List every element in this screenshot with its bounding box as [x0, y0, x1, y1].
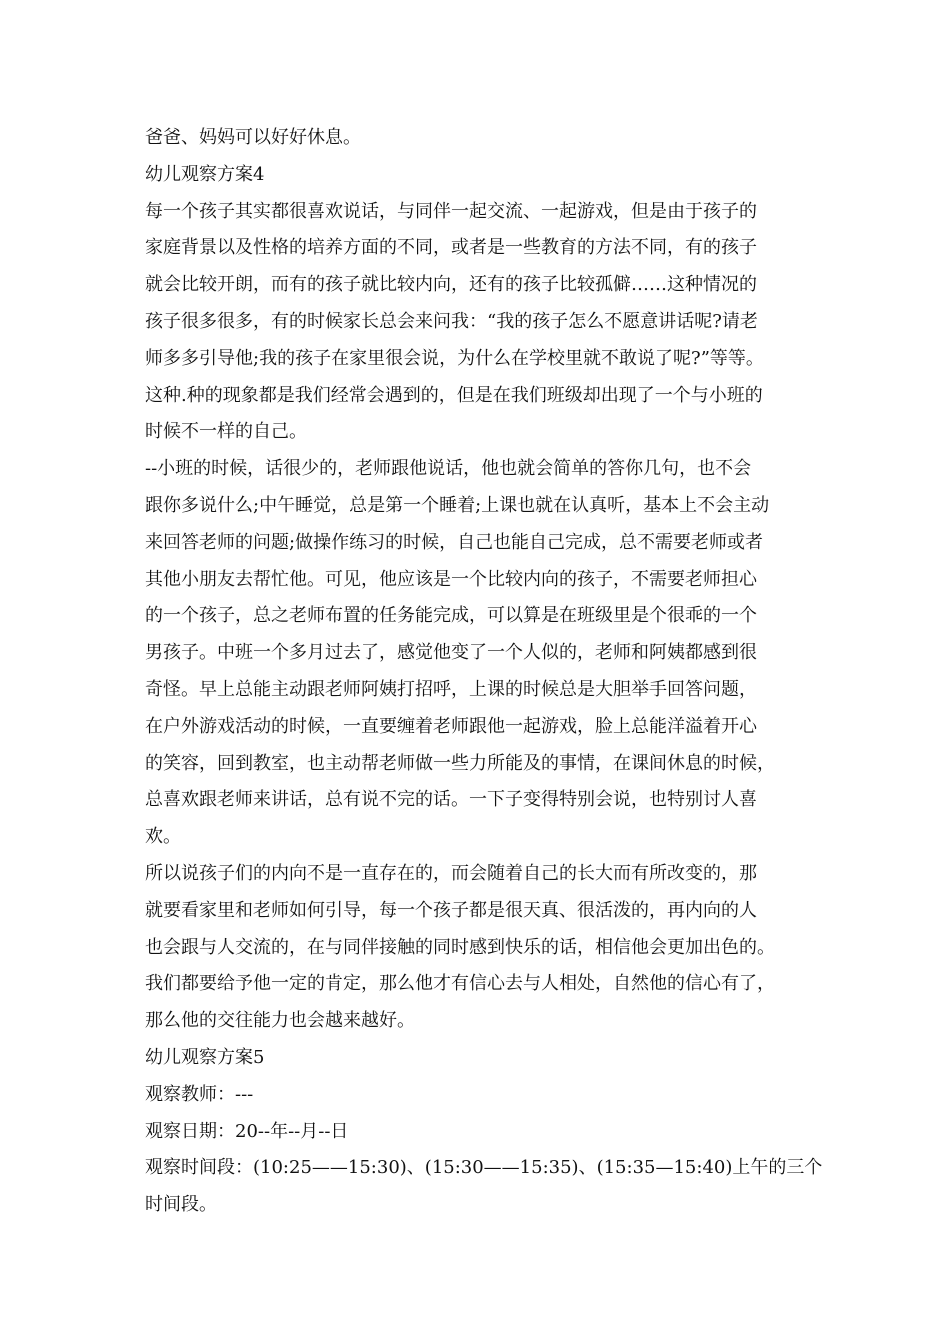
- section-heading: 幼儿观察方案4: [145, 163, 265, 185]
- text-line: 我们都要给予他一定的肯定，那么他才有信心去与人相处，自然他的信心有了，: [145, 973, 775, 995]
- observation-time-line: 观察时间段：(10:25——15:30)、(15:30——15:35)、(15:35—15:40)上午的三个: [145, 1157, 823, 1179]
- text-line: 孩子很多很多，有的时候家长总会来问我：“我的孩子怎么不愿意讲话呢?请老: [145, 310, 758, 332]
- text-line: 家庭背景以及性格的培养方面的不同，或者是一些教育的方法不同，有的孩子: [145, 237, 757, 259]
- text-line: 欢。: [145, 826, 181, 848]
- section-heading: 幼儿观察方案5: [145, 1046, 265, 1068]
- text-line: 在户外游戏活动的时候，一直要缠着老师跟他一起游戏，脸上总能洋溢着开心: [145, 715, 757, 737]
- text-line: 总喜欢跟老师来讲话，总有说不完的话。一下子变得特别会说，也特别讨人喜: [145, 789, 757, 811]
- text-line: 跟你多说什么;中午睡觉，总是第一个睡着;上课也就在认真听，基本上不会主动: [145, 494, 770, 516]
- text-line: 其他小朋友去帮忙他。可见，他应该是一个比较内向的孩子，不需要老师担心: [145, 568, 757, 590]
- document-body: [145, 120, 825, 1224]
- observation-date-line: 观察日期：20--年--月--日: [145, 1120, 349, 1142]
- text-line: 的笑容，回到教室，也主动帮老师做一些力所能及的事情，在课间休息的时候，: [145, 752, 775, 774]
- text-line: 奇怪。早上总能主动跟老师阿姨打招呼，上课的时候总是大胆举手回答问题，: [145, 678, 757, 700]
- text-line: 时间段。: [145, 1194, 217, 1216]
- text-line: 这种.种的现象都是我们经常会遇到的，但是在我们班级却出现了一个与小班的: [145, 384, 763, 406]
- text-line: 就要看家里和老师如何引导，每一个孩子都是很天真、很活泼的，再内向的人: [145, 899, 757, 921]
- text-line: 来回答老师的问题;做操作练习的时候，自己也能自己完成，总不需要老师或者: [145, 531, 764, 553]
- observer-teacher-line: 观察教师：---: [145, 1083, 254, 1105]
- text-line: 也会跟与人交流的，在与同伴接触的同时感到快乐的话，相信他会更加出色的。: [145, 936, 775, 958]
- text-line: 的一个孩子，总之老师布置的任务能完成，可以算是在班级里是个很乖的一个: [145, 605, 757, 627]
- text-line: 师多多引导他;我的孩子在家里很会说，为什么在学校里就不敢说了呢?”等等。: [145, 347, 764, 369]
- text-line: 所以说孩子们的内向不是一直存在的，而会随着自己的长大而有所改变的，那: [145, 862, 757, 884]
- text-line: --小班的时候，话很少的，老师跟他说话，他也就会简单的答你几句，也不会: [145, 458, 752, 480]
- text-line: 就会比较开朗，而有的孩子就比较内向，还有的孩子比较孤僻……这种情况的: [145, 274, 757, 296]
- text-line: 那么他的交往能力也会越来越好。: [145, 1010, 415, 1032]
- text-line: 每一个孩子其实都很喜欢说话，与同伴一起交流、一起游戏，但是由于孩子的: [145, 200, 757, 222]
- text-line: 爸爸、妈妈可以好好休息。: [145, 127, 361, 148]
- text-line: 时候不一样的自己。: [145, 421, 307, 443]
- text-line: 男孩子。中班一个多月过去了，感觉他变了一个人似的，老师和阿姨都感到很: [145, 642, 757, 664]
